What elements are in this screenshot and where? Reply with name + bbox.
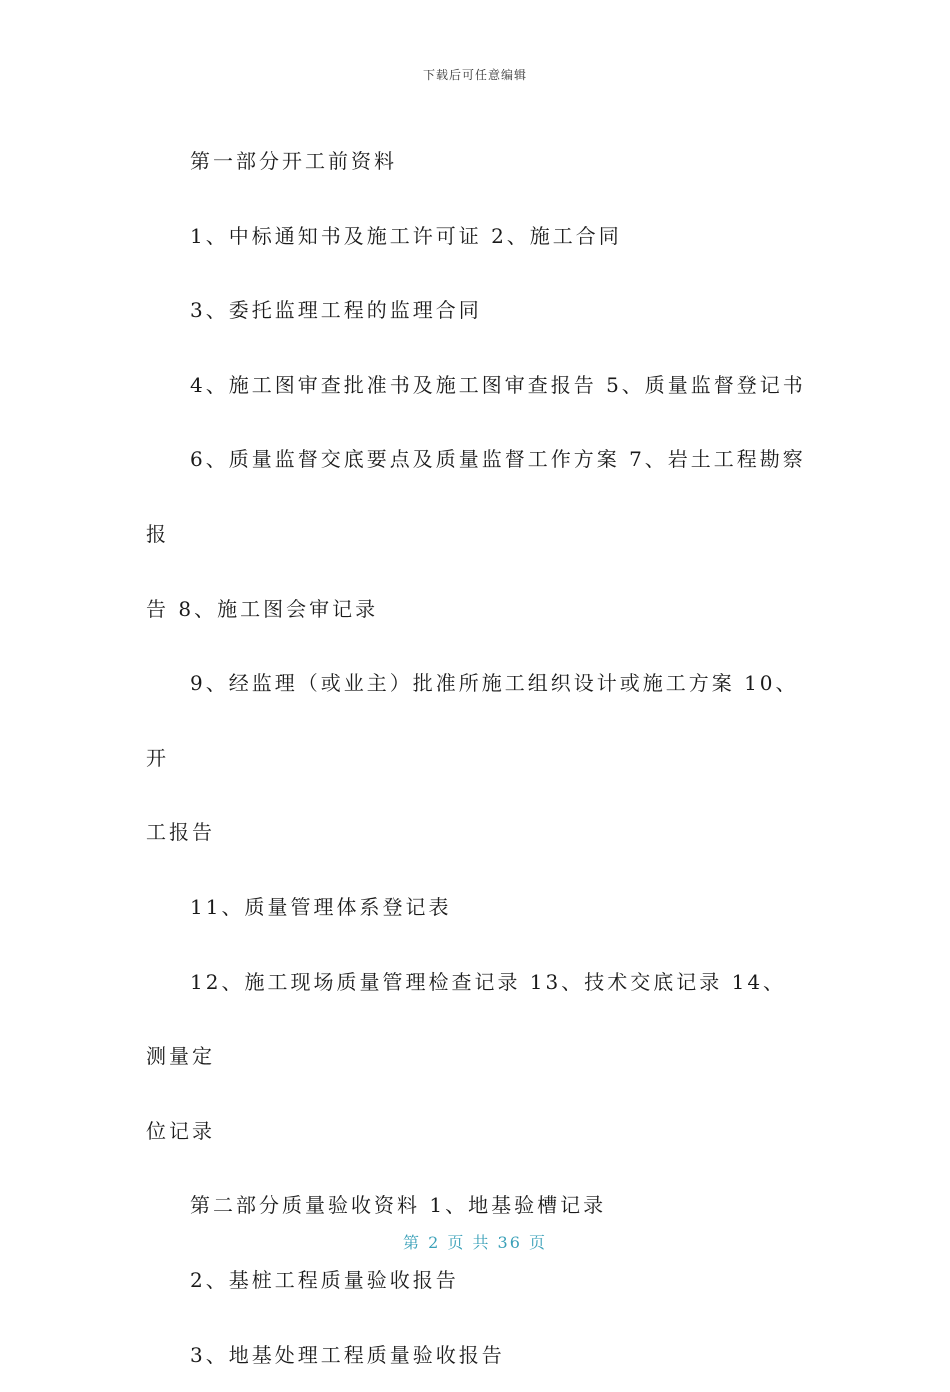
list-item-continuation: 位记录 [146,1094,806,1169]
list-item: 3、地基处理工程质量验收报告 [146,1318,806,1392]
list-item-continuation: 告 8、施工图会审记录 [146,572,806,647]
section-heading-part-one: 第一部分开工前资料 [146,124,806,199]
list-item: 11、质量管理体系登记表 [146,870,806,945]
list-item: 6、质量监督交底要点及质量监督工作方案 7、岩土工程勘察报 [146,422,806,571]
list-item: 4、施工图审查批准书及施工图审查报告 5、质量监督登记书 [146,348,806,423]
document-body [146,124,806,1392]
page-number-footer: 第 2 页 共 36 页 [0,1230,950,1253]
list-item: 1、中标通知书及施工许可证 2、施工合同 [146,199,806,274]
list-item: 12、施工现场质量管理检查记录 13、技术交底记录 14、测量定 [146,945,806,1094]
list-item: 9、经监理（或业主）批准所施工组织设计或施工方案 10、开 [146,646,806,795]
list-item-continuation: 工报告 [146,795,806,870]
page-header: 下载后可任意编辑 [0,66,950,83]
list-item: 3、委托监理工程的监理合同 [146,273,806,348]
section-heading-part-two: 第二部分质量验收资料 1、地基验槽记录 [146,1168,806,1243]
list-item: 2、基桩工程质量验收报告 [146,1243,806,1318]
